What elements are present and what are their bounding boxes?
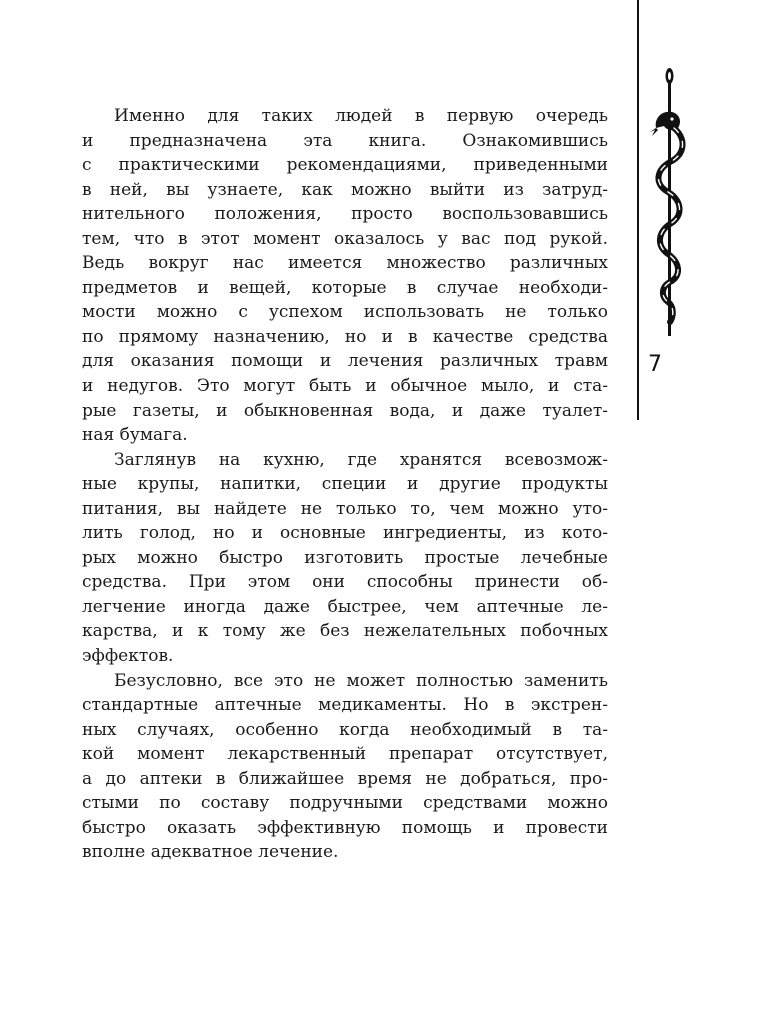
text-line-content: средства. При этом они способны принести об- [82,572,608,593]
text-line [82,767,608,792]
text-line [82,693,608,718]
text-line [82,104,608,129]
text-line-content: Безусловно, все это не может полностью заменить [114,670,608,691]
text-line-content: для оказания помощи и лечения различных травм [82,351,608,372]
text-line-content: стыми по составу подручными средствами можно [82,793,608,814]
text-line [82,300,608,325]
text-line-content: мости можно с успехом использовать не только [82,302,608,323]
text-line-content: лить голод, но и основные ингредиенты, из кото- [82,523,608,544]
text-line [82,399,608,424]
text-line [82,570,608,595]
text-line [82,251,608,276]
text-line [82,374,608,399]
text-line [82,595,608,620]
text-line [82,840,608,865]
text-line-content: с практическими рекомендациями, приведенными [82,155,608,176]
text-line [82,644,608,669]
text-line [82,742,608,767]
text-line-content: карства, и к тому же без нежелательных побочных [82,621,608,642]
text-line [82,349,608,374]
text-line-content: и предназначена эта книга. Ознакомившись [82,130,608,151]
text-line-content: по прямому назначению, но и в качестве средства [82,326,608,347]
text-line [82,619,608,644]
text-line [82,448,608,473]
text-line-content: Заглянув на кухню, где хранятся всевозмож- [114,449,608,470]
text-line [82,497,608,522]
text-line-content: предметов и вещей, которые в случае необходи- [82,277,608,298]
rod-of-asclepius-icon [648,66,690,336]
text-line [82,178,608,203]
text-line-content: Именно для таких людей в первую очередь [114,106,608,126]
text-line [82,153,608,178]
body-text [82,104,608,865]
text-line-content: питания, вы найдете не только то, чем можно уто- [82,498,608,519]
text-line [82,669,608,694]
text-line-content: рые газеты, и обыкновенная вода, и даже туалет- [82,400,608,421]
text-line-content: легчение иногда даже быстрее, чем аптечные ле- [82,596,608,617]
text-line-content: стандартные аптечные медикаменты. Но в экстрен- [82,695,608,716]
text-line-content: ные крупы, напитки, специи и другие продукты [82,474,608,495]
text-line-content: и недугов. Это могут быть и обычное мыло, и ста- [82,376,608,397]
text-line [82,227,608,252]
text-line-content: быстро оказать эффективную помощь и провести [82,817,608,838]
text-line [82,325,608,350]
text-line [82,202,608,227]
text-line [82,521,608,546]
text-line-content: вполне адекватное лечение. [82,842,339,863]
text-line-content: ных случаях, особенно когда необходимый в та- [82,719,608,740]
text-line-content: Ведь вокруг нас имеется множество различных [82,253,608,274]
text-line-content: ная бумага. [82,425,188,446]
text-line [82,423,608,448]
text-line [82,276,608,301]
text-line-content: а до аптеки в ближайшее время не добраться, про- [82,768,608,789]
text-line-content: тем, что в этот момент оказалось у вас под рукой. [82,228,608,249]
text-line [82,546,608,571]
text-line-content: нительного положения, просто воспользовавшись [82,204,608,225]
text-line-content: кой момент лекарственный препарат отсутствует, [82,744,608,765]
text-line-content: эффектов. [82,646,174,667]
text-line [82,791,608,816]
margin-rule [637,0,639,420]
text-line-content: в ней, вы узнаете, как можно выйти из затруд- [82,179,608,200]
text-line [82,718,608,743]
page-number: 7 [648,352,662,377]
text-line [82,129,608,154]
text-line-content: рых можно быстро изготовить простые лечебные [82,547,608,568]
text-line [82,472,608,497]
text-line [82,816,608,841]
